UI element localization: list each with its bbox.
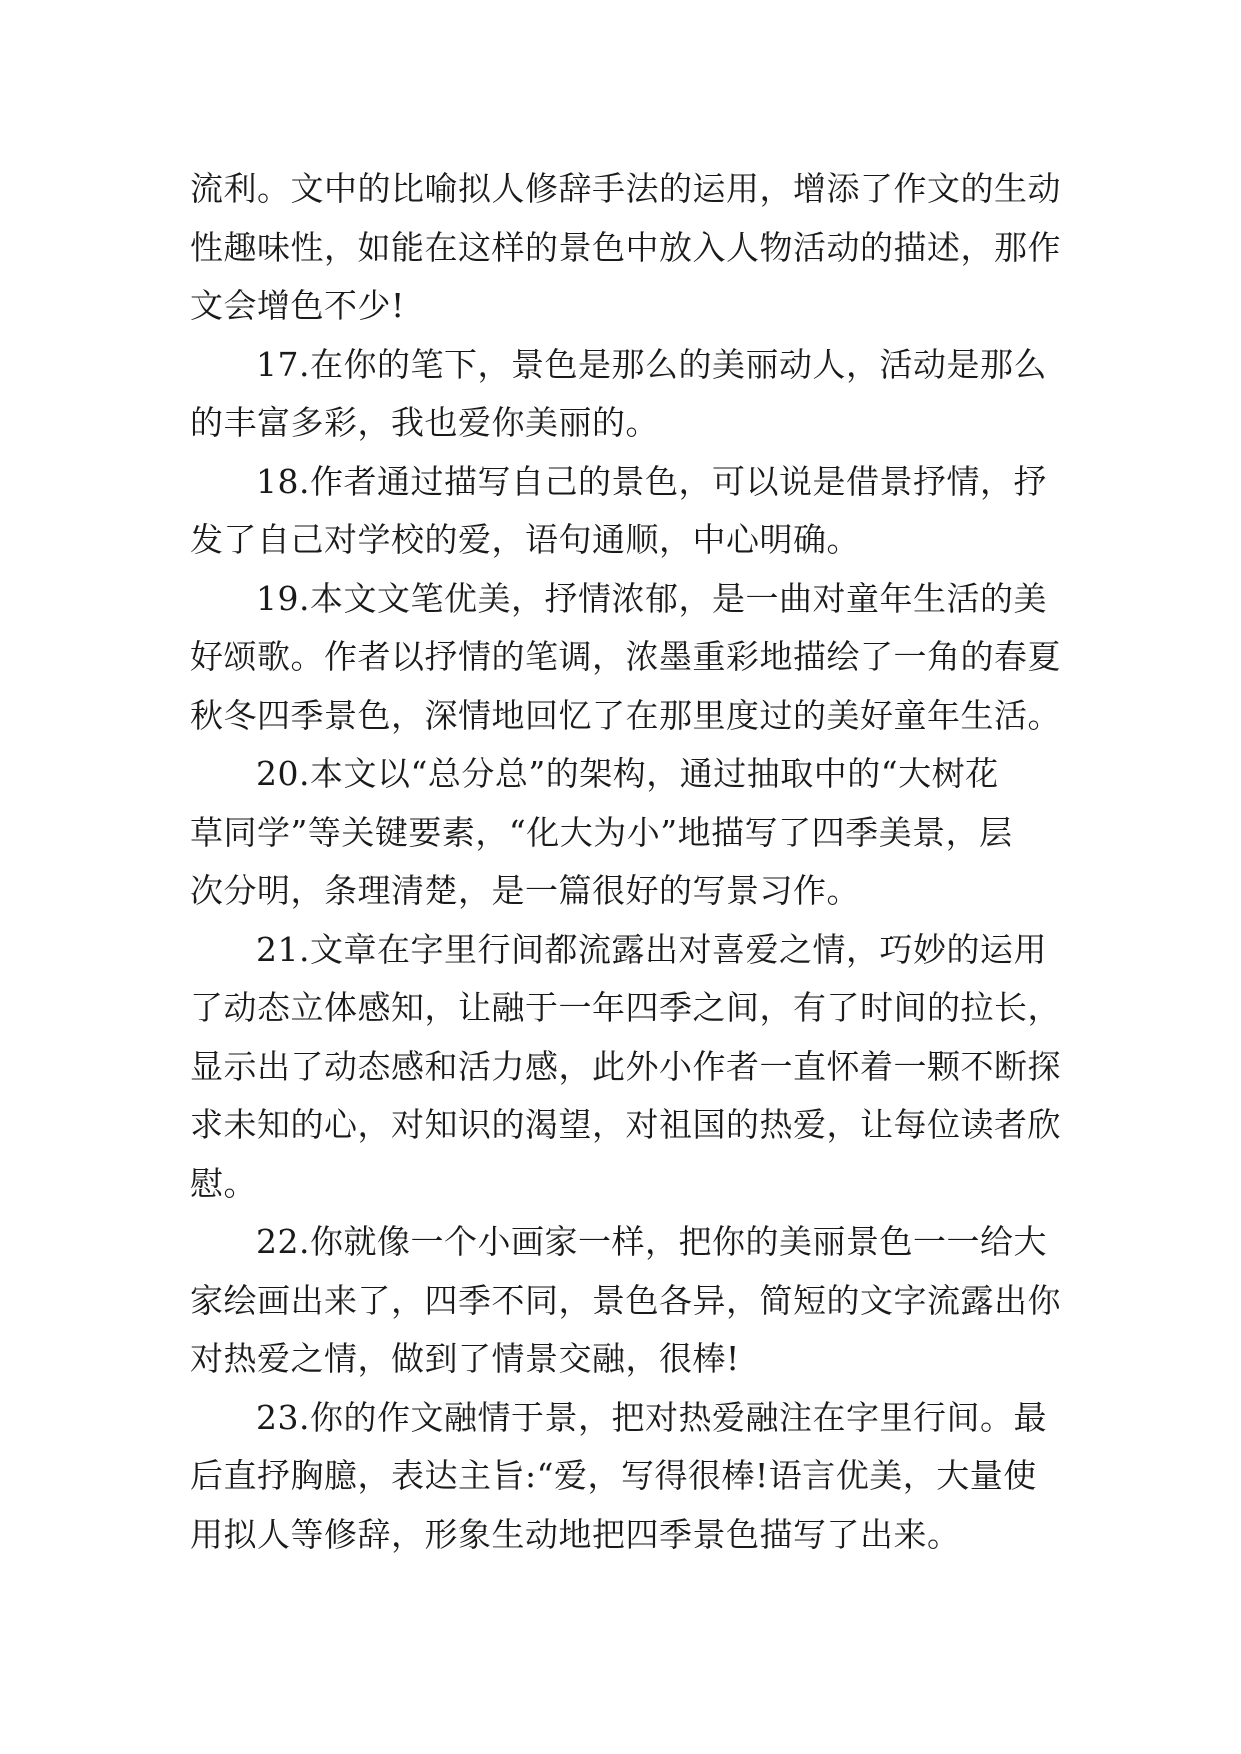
paragraph-17: [190, 336, 1070, 453]
text-line: 好颂歌。作者以抒情的笔调，浓墨重彩地描绘了一角的春夏: [190, 637, 1061, 676]
paragraph-18: [190, 453, 1070, 570]
text-line: 家绘画出来了，四季不同，景色各异，简短的文字流露出你: [190, 1280, 1061, 1320]
text-line: 发了自己对学校的爱，语句通顺，中心明确。: [190, 520, 860, 559]
text-line: 求未知的心，对知识的渴望，对祖国的热爱，让每位读者欣: [190, 1105, 1061, 1144]
text-line: 18.作者通过描写自己的景色，可以说是借景抒情，抒: [256, 461, 1047, 501]
paragraph-continuation: [190, 160, 1070, 336]
text-line: 秋冬四季景色，深情地回忆了在那里度过的美好童年生活。: [190, 695, 1061, 735]
paragraph-23: [190, 1389, 1070, 1565]
text-line: 慰。: [190, 1163, 257, 1203]
paragraph-20: [190, 745, 1070, 921]
paragraph-21: [190, 921, 1070, 1214]
text-line: 19.本文文笔优美，抒情浓郁，是一曲对童年生活的美: [256, 578, 1047, 618]
text-line: 次分明，条理清楚，是一篇很好的写景习作。: [190, 871, 860, 910]
text-line: 17.在你的笔下，景色是那么的美丽动人，活动是那么: [256, 344, 1047, 384]
text-line: 对热爱之情，做到了情景交融，很棒!: [190, 1339, 740, 1378]
text-line: 21.文章在字里行间都流露出对喜爱之情，巧妙的运用: [256, 929, 1047, 969]
text-line: 后直抒胸臆，表达主旨:“爱，写得很棒!语言优美，大量使: [190, 1456, 1037, 1495]
text-line: 20.本文以“总分总”的架构，通过抽取中的“大树花: [256, 754, 999, 793]
paragraph-19: [190, 570, 1070, 746]
text-line: 显示出了动态感和活力感，此外小作者一直怀着一颗不断探: [190, 1046, 1061, 1086]
paragraph-22: [190, 1213, 1070, 1389]
text-line: 了动态立体感知，让融于一年四季之间，有了时间的拉长，: [190, 988, 1061, 1027]
text-line: 的丰富多彩，我也爱你美丽的。: [190, 403, 659, 442]
text-line: 性趣味性，如能在这样的景色中放入人物活动的描述，那作: [190, 227, 1061, 267]
text-line: 23.你的作文融情于景，把对热爱融注在字里行间。最: [256, 1397, 1047, 1437]
document-body: [190, 160, 1070, 1564]
text-line: 流利。文中的比喻拟人修辞手法的运用，增添了作文的生动: [190, 169, 1061, 208]
text-line: 22.你就像一个小画家一样，把你的美丽景色一一给大: [256, 1222, 1047, 1261]
text-line: 文会增色不少!: [190, 286, 405, 325]
text-line: 用拟人等修辞，形象生动地把四季景色描写了出来。: [190, 1514, 961, 1554]
text-line: 草同学”等关键要素，“化大为小”地描写了四季美景，层: [190, 812, 1013, 852]
